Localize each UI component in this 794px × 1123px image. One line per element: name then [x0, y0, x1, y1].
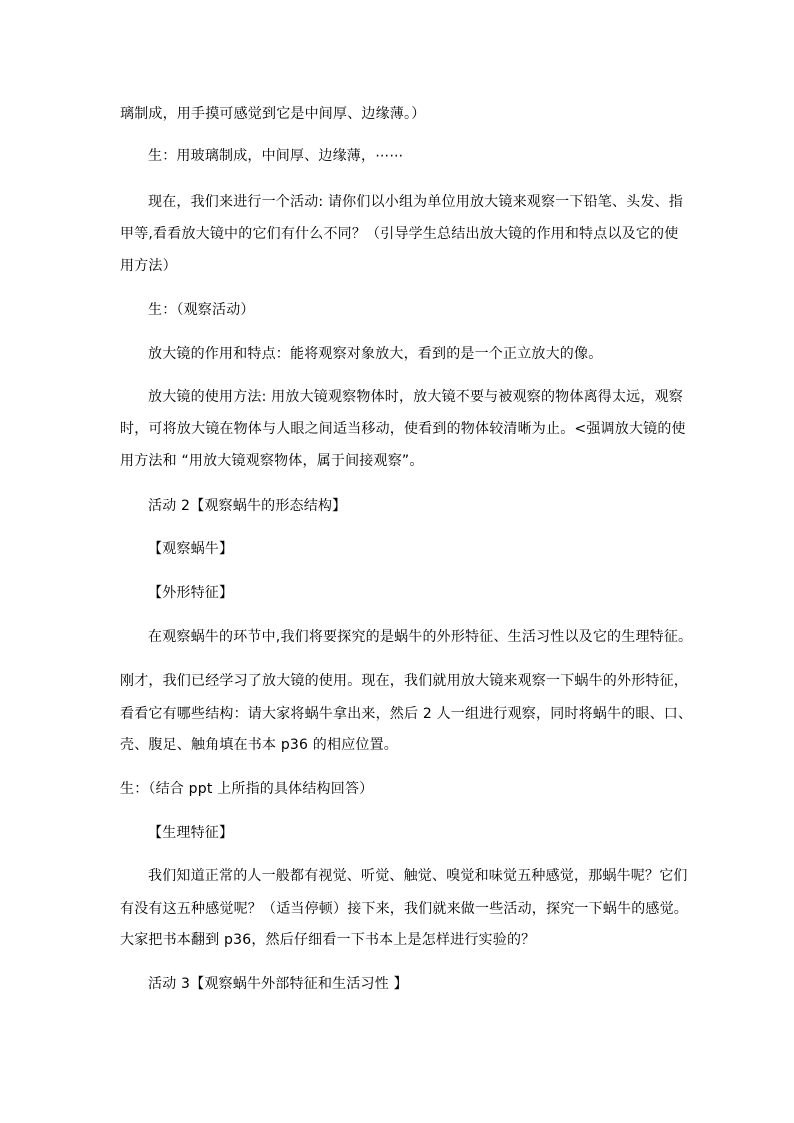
section-heading: 活动 2【观察蜗牛的形态结构】	[148, 498, 347, 514]
text-line: 放大镜的使用方法: 用放大镜观察物体时，放大镜不要与被观察的物体离得太远，观察	[148, 389, 683, 405]
text-line: 璃制成，用手摸可感觉到它是中间厚、边缘薄。）	[120, 106, 426, 122]
text-line: 放大镜的作用和特点：能将观察对象放大，看到的是一个正立放大的像。	[148, 346, 603, 362]
section-heading: 【外形特征】	[148, 585, 234, 601]
text-line: 生：用玻璃制成，中间厚、边缘薄，⋯⋯	[148, 148, 404, 164]
text-line: 有没有这五种感觉呢？（适当停顿）接下来，我们就来做一些活动，探究一下蜗牛的感觉。	[120, 901, 688, 917]
text-line: 时，可将放大镜在物体与人眼之间适当移动，使看到的物体较清晰为止。<强调放大镜的使	[120, 421, 686, 437]
text-line: 大家把书本翻到 p36，然后仔细看一下书本上是怎样进行实验的？	[120, 932, 536, 948]
section-heading: 活动 3【观察蜗牛外部特征和生活习性 】	[148, 976, 408, 992]
text-line: 用方法）	[120, 258, 177, 274]
text-line: 甲等,看看放大镜中的它们有什么不同？（引导学生总结出放大镜的作用和特点以及它的使	[120, 226, 679, 242]
section-heading: 【生理特征】	[148, 825, 234, 841]
text-line: 生：（观察活动）	[148, 302, 255, 318]
text-line: 在观察蜗牛的环节中,我们将要探究的是蜗牛的外形特征、生活习性以及它的生理特征。	[148, 629, 693, 645]
text-line: 生：（结合 ppt 上所指的具体结构回答）	[120, 781, 374, 797]
text-line: 刚才，我们已经学习了放大镜的使用。现在，我们就用放大镜来观察一下蜗牛的外形特征，	[120, 673, 688, 689]
section-heading: 【观察蜗牛】	[148, 541, 234, 557]
text-line: 看看它有哪些结构：请大家将蜗牛拿出来，然后 2 人一组进行观察，同时将蜗牛的眼、口、	[120, 706, 693, 722]
text-line: 现在，我们来进行一个活动: 请你们以小组为单位用放大镜来观察一下铅笔、头发、指	[148, 194, 683, 210]
text-line: 我们知道正常的人一般都有视觉、听觉、触觉、嗅觉和味觉五种感觉，那蜗牛呢？它们	[148, 868, 688, 884]
text-line: 用方法和 “用放大镜观察物体，属于间接观察”。	[120, 453, 424, 469]
text-line: 壳、腹足、触角填在书本 p36 的相应位置。	[120, 737, 399, 753]
